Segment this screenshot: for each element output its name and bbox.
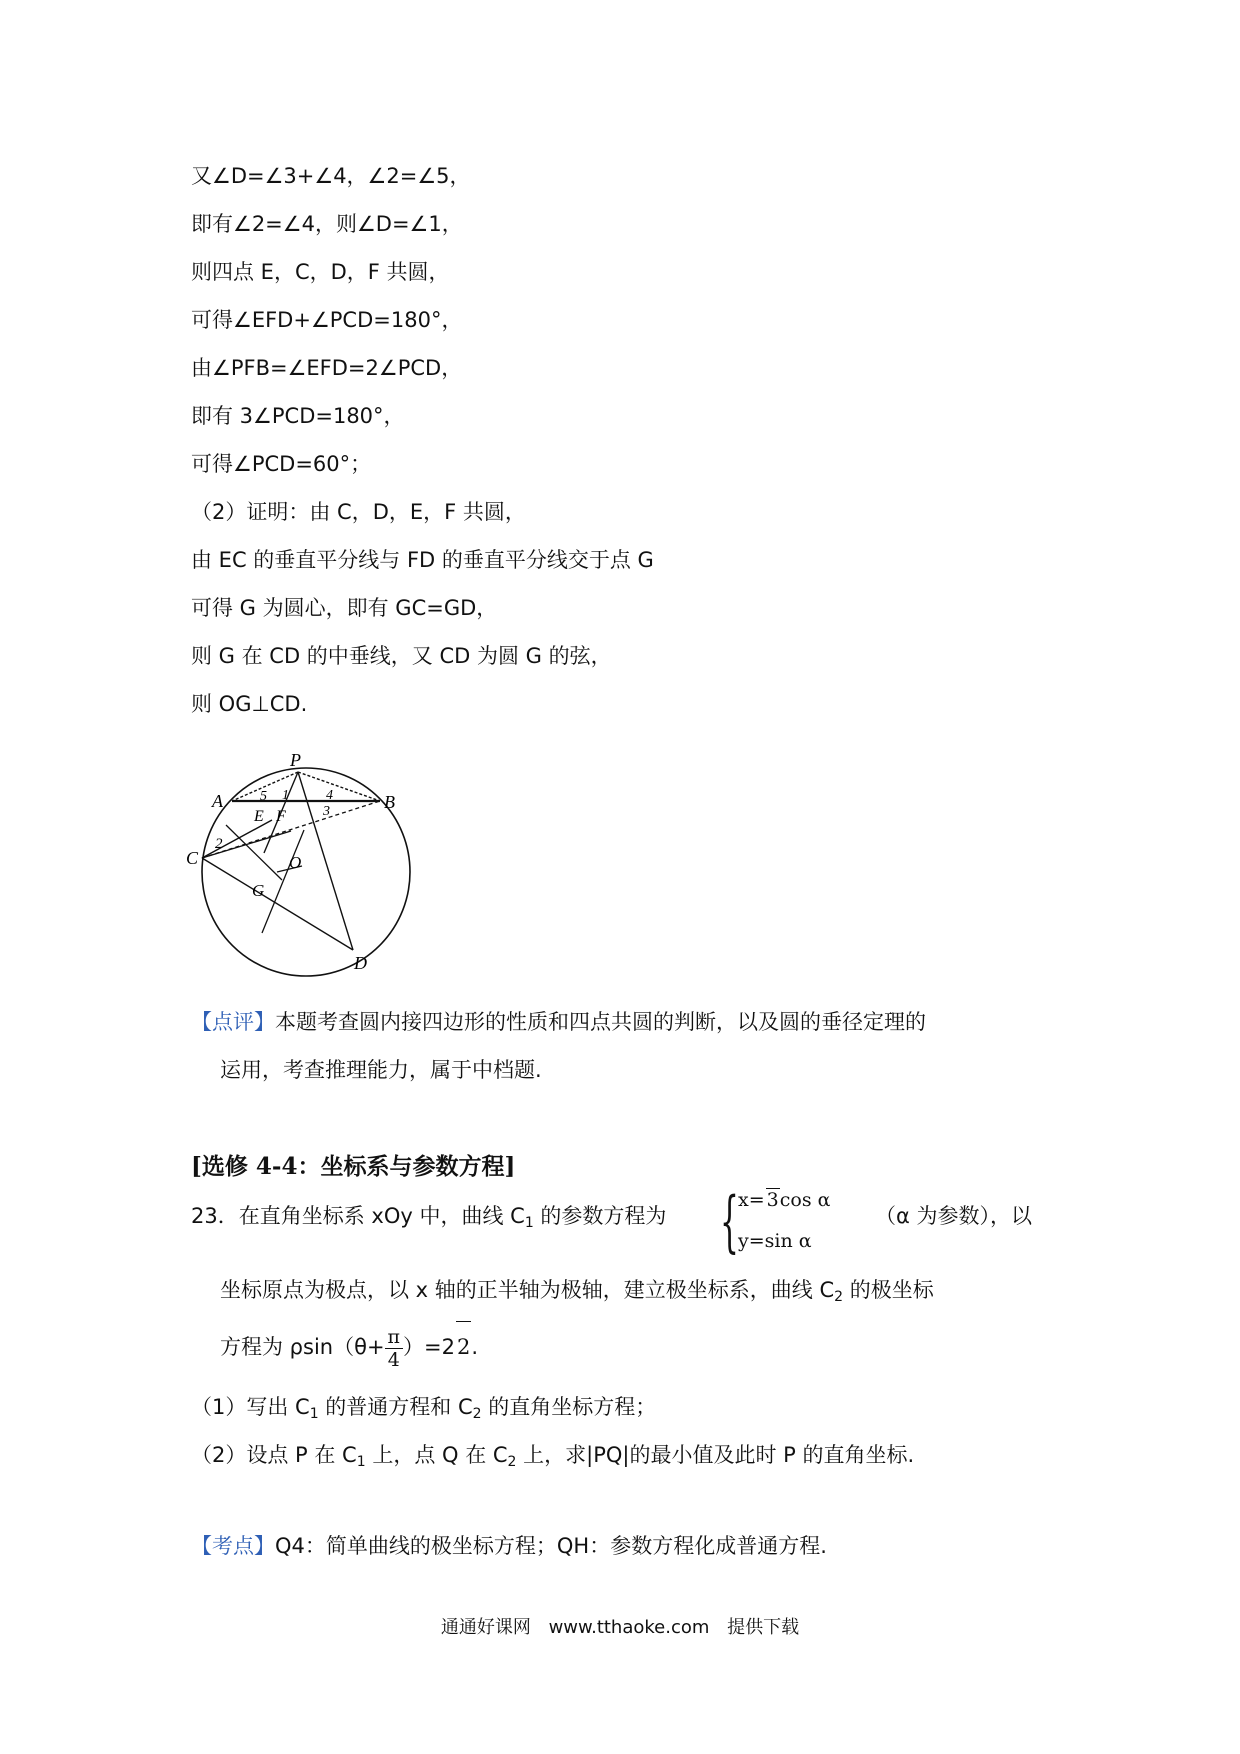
proof-heading: （2）证明：由 C，D，E，F 共圆， [191,500,526,524]
sqrt-icon: 2 [456,1321,471,1372]
label-b: B [384,792,395,812]
fraction-pi-over-4: $\frac{\pi}{4}$ [385,1326,404,1371]
label-e: E [254,808,264,825]
label-a: A [212,791,223,811]
perp-bisector-fd [262,830,304,933]
page-footer [0,1613,1240,1639]
label-c: C [186,848,199,868]
label-f: F [276,808,286,825]
kaodian-line [191,1531,827,1561]
comment-tag: 【点评】 [191,1010,275,1034]
footer-note: 提供下载 [727,1617,800,1638]
problem-number: 23． [191,1204,239,1228]
label-d: D [354,953,367,973]
solution-line-1: 又∠D=∠3+∠4，∠2=∠5， [191,164,471,188]
solution-line-9: 由 EC 的垂直平分线与 FD 的垂直平分线交于点 G [191,548,654,572]
kaodian-tag: 【考点】 [191,1534,275,1558]
perp-bisector-ec [226,825,282,880]
parametric-equations [720,1183,870,1262]
section-title: [选修 4-4：坐标系与参数方程] [191,1153,516,1180]
solution-line-5: 由∠PFB=∠EFD=2∠PCD， [191,356,463,380]
kaodian-text: Q4：简单曲线的极坐标方程；QH：参数方程化成普通方程. [275,1534,827,1558]
param-note: （α 为参数），以 [875,1204,1033,1228]
problem-line-3: 方程为 ρsin（θ+ $\frac{\pi}{4}$ ）=22. [220,1321,478,1372]
comment-line-2: 运用，考查推理能力，属于中档题. [220,1058,542,1082]
solution-line-2: 即有∠2=∠4，则∠D=∠1， [191,212,463,236]
sqrt-icon: 3 [766,1189,779,1211]
solution-line-10: 可得 G 为圆心，即有 GC=GD， [191,596,498,620]
comment-line-1 [191,1007,926,1037]
equation-y: y=sin α [738,1230,812,1252]
solution-line-6: 即有 3∠PCD=180°， [191,404,405,428]
circle-geometry-figure [186,750,426,990]
question-1: （1）写出 $C_1$ 的普通方程和 $C_2$ 的直角坐标方程； [191,1395,657,1422]
problem-line-2: 坐标原点为极点，以 x 轴的正半轴为极轴，建立极坐标系，曲线 $C_2$ 的极坐标 [220,1278,934,1305]
problem-line-1 [191,1201,666,1238]
label-angle-1: 1 [282,788,289,803]
label-g: G [252,881,265,900]
label-angle-5: 5 [260,789,267,804]
label-angle-4: 4 [326,788,333,803]
label-p: P [290,750,301,770]
solution-line-11: 则 G 在 CD 的中垂线，又 CD 为圆 G 的弦， [191,644,612,668]
label-o: O [289,853,302,872]
brace-icon: { [720,1183,739,1260]
question-2: （2）设点 P 在 $C_1$ 上，点 Q 在 $C_2$ 上，求|PQ|的最小值及此时 P 的直角坐标. [191,1443,915,1470]
footer-site: 通通好课网 [440,1617,531,1638]
solution-line-4: 可得∠EFD+∠PCD=180°， [191,308,463,332]
footer-url[interactable]: www.tthaoke.com [548,1617,710,1638]
equation-x: x= 3cos α [738,1189,831,1211]
solution-line-7: 可得∠PCD=60°； [191,452,372,476]
solution-line-3: 则四点 E，C，D，F 共圆， [191,260,450,284]
label-angle-3: 3 [323,804,330,819]
line-pb [298,772,380,801]
problem-intro: 在直角坐标系 xOy 中，曲线 C [238,1204,525,1228]
c2-subscript: 2 [834,1289,844,1305]
solution-line-12: 则 OG⊥CD. [191,692,308,716]
problem-intro-after: 的参数方程为 [533,1204,667,1228]
label-angle-2: 2 [215,836,223,852]
c1-subscript: 1 [524,1215,534,1231]
comment-text-1: 本题考查圆内接四边形的性质和四点共圆的判断，以及圆的垂径定理的 [275,1010,926,1034]
